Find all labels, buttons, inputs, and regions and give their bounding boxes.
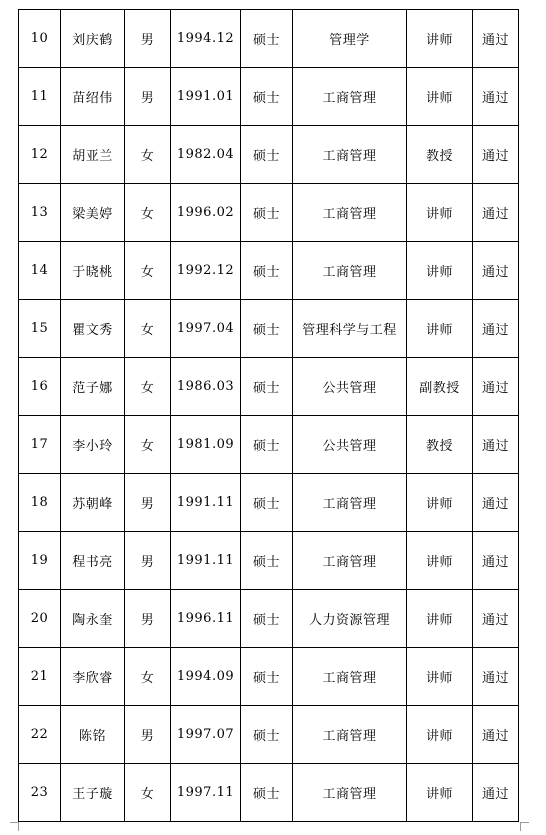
table-row — [19, 590, 519, 648]
degree-cell: 硕士 — [241, 532, 293, 590]
result-cell: 通过 — [473, 648, 519, 706]
table-row — [19, 474, 519, 532]
major-cell: 工商管理 — [293, 706, 407, 764]
birth-date-cell: 1996.11 — [171, 590, 241, 648]
name-cell: 瞿文秀 — [61, 300, 125, 358]
row-number-cell: 14 — [19, 242, 61, 300]
major-cell: 工商管理 — [293, 184, 407, 242]
name-cell: 王子璇 — [61, 764, 125, 822]
degree-cell: 硕士 — [241, 590, 293, 648]
result-cell: 通过 — [473, 416, 519, 474]
degree-cell: 硕士 — [241, 126, 293, 184]
major-cell: 工商管理 — [293, 68, 407, 126]
row-number-cell: 17 — [19, 416, 61, 474]
major-cell: 人力资源管理 — [293, 590, 407, 648]
degree-cell: 硕士 — [241, 242, 293, 300]
row-number-cell: 12 — [19, 126, 61, 184]
major-cell: 工商管理 — [293, 532, 407, 590]
row-number-cell: 15 — [19, 300, 61, 358]
title-cell: 讲师 — [407, 648, 473, 706]
row-number-cell: 22 — [19, 706, 61, 764]
table-row — [19, 10, 519, 68]
birth-date-cell: 1994.09 — [171, 648, 241, 706]
gender-cell: 女 — [125, 300, 171, 358]
result-cell: 通过 — [473, 764, 519, 822]
row-number-cell: 18 — [19, 474, 61, 532]
gender-cell: 女 — [125, 184, 171, 242]
major-cell: 管理学 — [293, 10, 407, 68]
gender-cell: 女 — [125, 358, 171, 416]
name-cell: 苏朝峰 — [61, 474, 125, 532]
result-cell: 通过 — [473, 242, 519, 300]
title-cell: 讲师 — [407, 184, 473, 242]
table-row — [19, 764, 519, 822]
title-cell: 讲师 — [407, 68, 473, 126]
title-cell: 副教授 — [407, 358, 473, 416]
gender-cell: 男 — [125, 10, 171, 68]
birth-date-cell: 1996.02 — [171, 184, 241, 242]
birth-date-cell: 1981.09 — [171, 416, 241, 474]
degree-cell: 硕士 — [241, 184, 293, 242]
degree-cell: 硕士 — [241, 706, 293, 764]
title-cell: 讲师 — [407, 590, 473, 648]
result-cell: 通过 — [473, 68, 519, 126]
birth-date-cell: 1997.07 — [171, 706, 241, 764]
title-cell: 讲师 — [407, 242, 473, 300]
major-cell: 管理科学与工程 — [293, 300, 407, 358]
gender-cell: 女 — [125, 416, 171, 474]
table-row — [19, 300, 519, 358]
degree-cell: 硕士 — [241, 416, 293, 474]
title-cell: 讲师 — [407, 706, 473, 764]
table-row — [19, 532, 519, 590]
name-cell: 苗绍伟 — [61, 68, 125, 126]
title-cell: 讲师 — [407, 10, 473, 68]
title-cell: 讲师 — [407, 764, 473, 822]
result-cell: 通过 — [473, 10, 519, 68]
degree-cell: 硕士 — [241, 10, 293, 68]
major-cell: 公共管理 — [293, 358, 407, 416]
birth-date-cell: 1986.03 — [171, 358, 241, 416]
title-cell: 教授 — [407, 126, 473, 184]
birth-date-cell: 1991.01 — [171, 68, 241, 126]
degree-cell: 硕士 — [241, 300, 293, 358]
gender-cell: 女 — [125, 764, 171, 822]
birth-date-cell: 1997.11 — [171, 764, 241, 822]
gender-cell: 男 — [125, 590, 171, 648]
row-number-cell: 19 — [19, 532, 61, 590]
name-cell: 梁美婷 — [61, 184, 125, 242]
degree-cell: 硕士 — [241, 764, 293, 822]
birth-date-cell: 1991.11 — [171, 474, 241, 532]
name-cell: 于晓桃 — [61, 242, 125, 300]
birth-date-cell: 1991.11 — [171, 532, 241, 590]
major-cell: 工商管理 — [293, 648, 407, 706]
title-cell: 讲师 — [407, 474, 473, 532]
table-row — [19, 126, 519, 184]
birth-date-cell: 1992.12 — [171, 242, 241, 300]
gender-cell: 女 — [125, 648, 171, 706]
major-cell: 工商管理 — [293, 126, 407, 184]
result-cell: 通过 — [473, 184, 519, 242]
result-cell: 通过 — [473, 474, 519, 532]
row-number-cell: 23 — [19, 764, 61, 822]
gender-cell: 男 — [125, 706, 171, 764]
name-cell: 刘庆鹤 — [61, 10, 125, 68]
result-cell: 通过 — [473, 532, 519, 590]
gender-cell: 男 — [125, 474, 171, 532]
row-number-cell: 16 — [19, 358, 61, 416]
major-cell: 工商管理 — [293, 242, 407, 300]
major-cell: 公共管理 — [293, 416, 407, 474]
birth-date-cell: 1994.12 — [171, 10, 241, 68]
degree-cell: 硕士 — [241, 474, 293, 532]
name-cell: 范子娜 — [61, 358, 125, 416]
table-row — [19, 416, 519, 474]
result-cell: 通过 — [473, 590, 519, 648]
name-cell: 陶永奎 — [61, 590, 125, 648]
name-cell: 李小玲 — [61, 416, 125, 474]
major-cell: 工商管理 — [293, 764, 407, 822]
result-cell: 通过 — [473, 300, 519, 358]
degree-cell: 硕士 — [241, 68, 293, 126]
page-corner-mark-left — [10, 822, 19, 831]
page-corner-mark-right — [520, 822, 529, 831]
roster-table-body — [19, 10, 519, 822]
row-number-cell: 21 — [19, 648, 61, 706]
name-cell: 李欣睿 — [61, 648, 125, 706]
name-cell: 陈铭 — [61, 706, 125, 764]
title-cell: 讲师 — [407, 300, 473, 358]
table-row — [19, 242, 519, 300]
result-cell: 通过 — [473, 706, 519, 764]
row-number-cell: 11 — [19, 68, 61, 126]
table-row — [19, 68, 519, 126]
birth-date-cell: 1997.04 — [171, 300, 241, 358]
gender-cell: 女 — [125, 126, 171, 184]
title-cell: 教授 — [407, 416, 473, 474]
birth-date-cell: 1982.04 — [171, 126, 241, 184]
name-cell: 胡亚兰 — [61, 126, 125, 184]
degree-cell: 硕士 — [241, 648, 293, 706]
major-cell: 工商管理 — [293, 474, 407, 532]
gender-cell: 男 — [125, 532, 171, 590]
degree-cell: 硕士 — [241, 358, 293, 416]
title-cell: 讲师 — [407, 532, 473, 590]
gender-cell: 女 — [125, 242, 171, 300]
row-number-cell: 13 — [19, 184, 61, 242]
name-cell: 程书亮 — [61, 532, 125, 590]
result-cell: 通过 — [473, 358, 519, 416]
roster-table — [18, 9, 519, 822]
gender-cell: 男 — [125, 68, 171, 126]
row-number-cell: 20 — [19, 590, 61, 648]
table-row — [19, 184, 519, 242]
table-row — [19, 648, 519, 706]
table-row — [19, 706, 519, 764]
table-row — [19, 358, 519, 416]
result-cell: 通过 — [473, 126, 519, 184]
row-number-cell: 10 — [19, 10, 61, 68]
